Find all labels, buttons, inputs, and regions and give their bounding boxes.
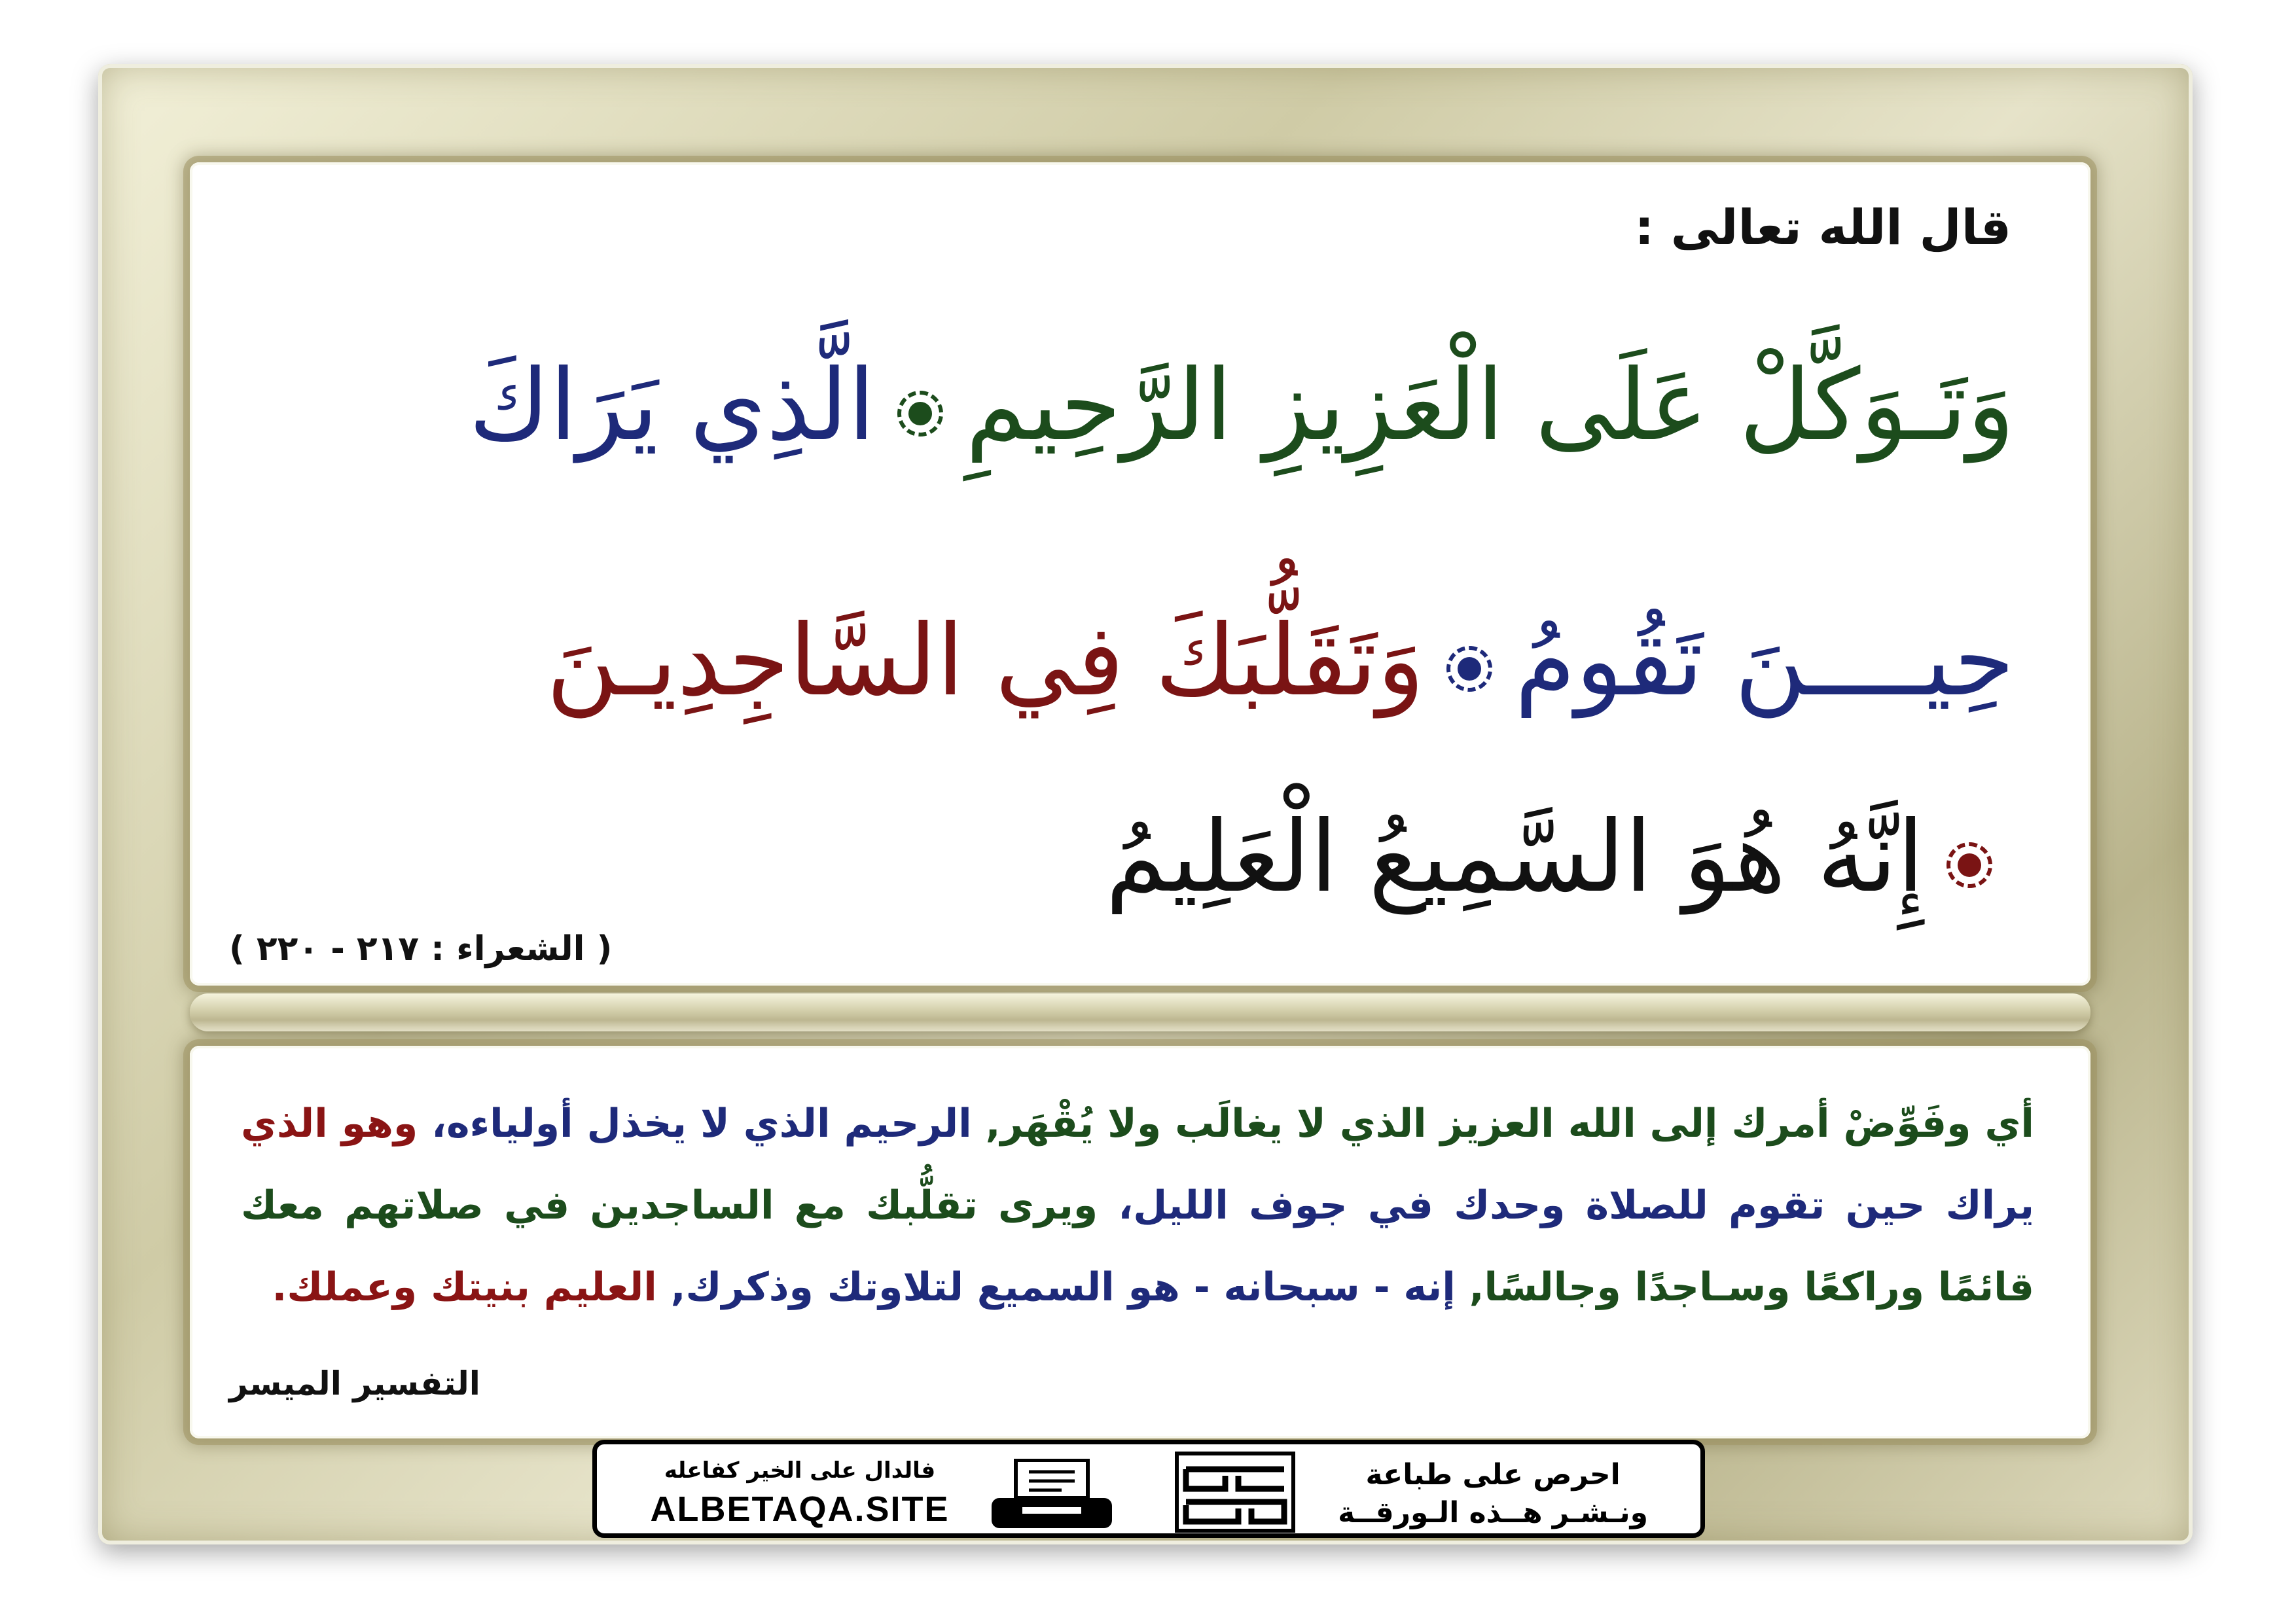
verse-text: إِنَّهُ هُوَ السَّمِيعُ الْعَلِيمُ (1105, 800, 1924, 914)
tafsir-segment: يراك حين تقوم للصلاة وحدك في جوف الليل، (1118, 1183, 2034, 1228)
banner-right-line: احرص على طباعة (1365, 1458, 1621, 1491)
banner-slogan: فالدال على الخير كفاعله (664, 1457, 936, 1484)
verse-text: حِيــــنَ تَقُومُ (1515, 604, 2015, 718)
ayah-end-icon (1946, 842, 1992, 888)
verse-line-1 (469, 349, 2015, 463)
ayah-end-icon (1446, 646, 1492, 692)
frame-divider (190, 993, 2090, 1031)
ayah-end-icon (897, 391, 943, 437)
dawa-logo (1173, 1450, 1297, 1535)
tafsir-segment: إنه - سبحانه - هو السميع لتلاوتك (827, 1264, 1456, 1310)
verse-text: وَتَـوَكَّلْ عَلَى الْعَزِيزِ الرَّحِيمِ (965, 349, 2015, 463)
website-link[interactable]: ALBETAQA.SITE (650, 1489, 950, 1529)
banner-right-line: ونـشـر هــذه الـورقــة (1338, 1496, 1648, 1529)
verse-line-2 (546, 604, 2015, 718)
tafsir-segment: العليم بنيتك وعملك. (272, 1264, 657, 1310)
tafsir-segment: ويرى تقلُّبك مع الساجدين (590, 1183, 1098, 1228)
verse-line-3 (1105, 800, 2015, 914)
tafsir-source: التفسير الميسر (229, 1364, 480, 1402)
banner-left (649, 1457, 950, 1529)
tafsir-segment: وهو الذي (241, 1101, 418, 1147)
tafsir-paragraph (241, 1083, 2034, 1329)
banner-right (1338, 1456, 1648, 1532)
footer-banner (592, 1440, 1705, 1538)
intro-heading: قال الله تعالى : (1634, 200, 2011, 256)
printer-icon (986, 1459, 1117, 1531)
verse-text: الَّذِي يَرَاكَ (469, 349, 876, 463)
tafsir-segment: وذكرك, (670, 1264, 814, 1310)
tafsir-segment: في صلاتهم معك قائمًا وراكعًا وسـاجدًا وجالسًا, (241, 1183, 2034, 1310)
verse-text: وَتَقَلُّبَكَ فِي السَّاجِدِيـنَ (546, 604, 1425, 718)
surah-citation: ( الشعراء : ٢١٧ - ٢٢٠ ) (229, 929, 613, 969)
tafsir-segment: الرحيم الذي لا يخذل أولياءه، (431, 1101, 972, 1147)
tafsir-segment: أي وفَوِّضْ أمرك إلى الله العزيز الذي لا يغالَب ولا يُقْهَر, (985, 1101, 2034, 1147)
